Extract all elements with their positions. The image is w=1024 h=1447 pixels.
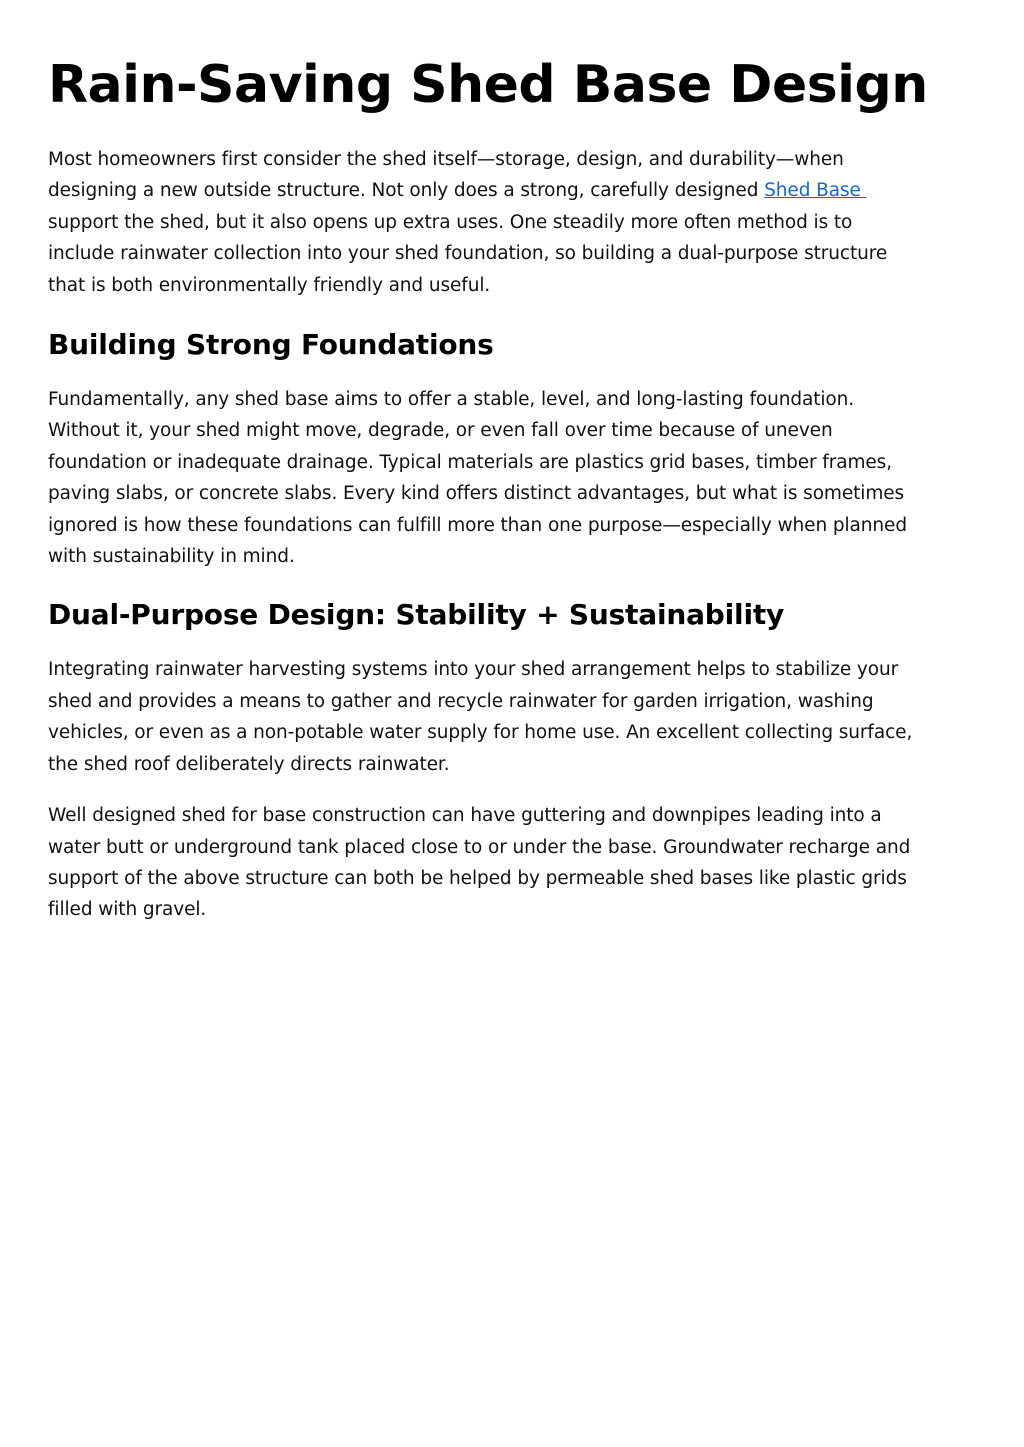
section-heading-dual-purpose: Dual-Purpose Design: Stability + Sustainability	[48, 598, 785, 632]
section-heading-foundations: Building Strong Foundations	[48, 328, 494, 362]
intro-line-with-link	[48, 175, 978, 206]
paragraph-line: with sustainability in mind.	[48, 546, 295, 568]
paragraph-line: support of the above structure can both be helped by permeable shed bases like plastic grids	[48, 867, 907, 889]
paragraph-line: vehicles, or even as a non-potable water supply for home use. An excellent collecting surface,	[48, 722, 913, 744]
paragraph-line: Fundamentally, any shed base aims to offer a stable, level, and long-lasting foundation.	[48, 389, 855, 411]
dual-purpose-paragraph-1	[48, 654, 978, 780]
intro-paragraph	[48, 144, 978, 301]
intro-line-text: designing a new outside structure. Not only does a strong, carefully designed	[48, 180, 765, 202]
shed-base-link[interactable]: Shed Base	[764, 180, 867, 202]
paragraph-line: Well designed shed for base construction can have guttering and downpipes leading into a	[48, 805, 882, 827]
paragraph-line: paving slabs, or concrete slabs. Every kind offers distinct advantages, but what is sometimes	[48, 483, 905, 505]
page-title: Rain-Saving Shed Base Design	[48, 55, 928, 115]
intro-line: Most homeowners first consider the shed itself—storage, design, and durability—when	[48, 149, 844, 170]
dual-purpose-paragraph-2	[48, 800, 978, 926]
intro-line: that is both environmentally friendly and useful.	[48, 274, 491, 296]
intro-line: include rainwater collection into your shed foundation, so building a dual-purpose structure	[48, 243, 888, 265]
paragraph-line: Without it, your shed might move, degrade, or even fall over time because of uneven	[48, 420, 833, 442]
paragraph-line: water butt or underground tank placed close to or under the base. Groundwater recharge and	[48, 836, 911, 858]
paragraph-line: filled with gravel.	[48, 899, 207, 921]
paragraph-line: ignored is how these foundations can fulfill more than one purpose—especially when planned	[48, 514, 907, 536]
document-page	[48, 0, 978, 926]
paragraph-line: foundation or inadequate drainage. Typical materials are plastics grid bases, timber frames,	[48, 451, 892, 473]
intro-line: support the shed, but it also opens up extra uses. One steadily more often method is to	[48, 211, 853, 233]
paragraph-line: shed and provides a means to gather and recycle rainwater for garden irrigation, washing	[48, 690, 874, 712]
foundations-paragraph	[48, 384, 978, 572]
paragraph-line: the shed roof deliberately directs rainwater.	[48, 753, 450, 775]
paragraph-line: Integrating rainwater harvesting systems into your shed arrangement helps to stabilize your	[48, 659, 899, 681]
